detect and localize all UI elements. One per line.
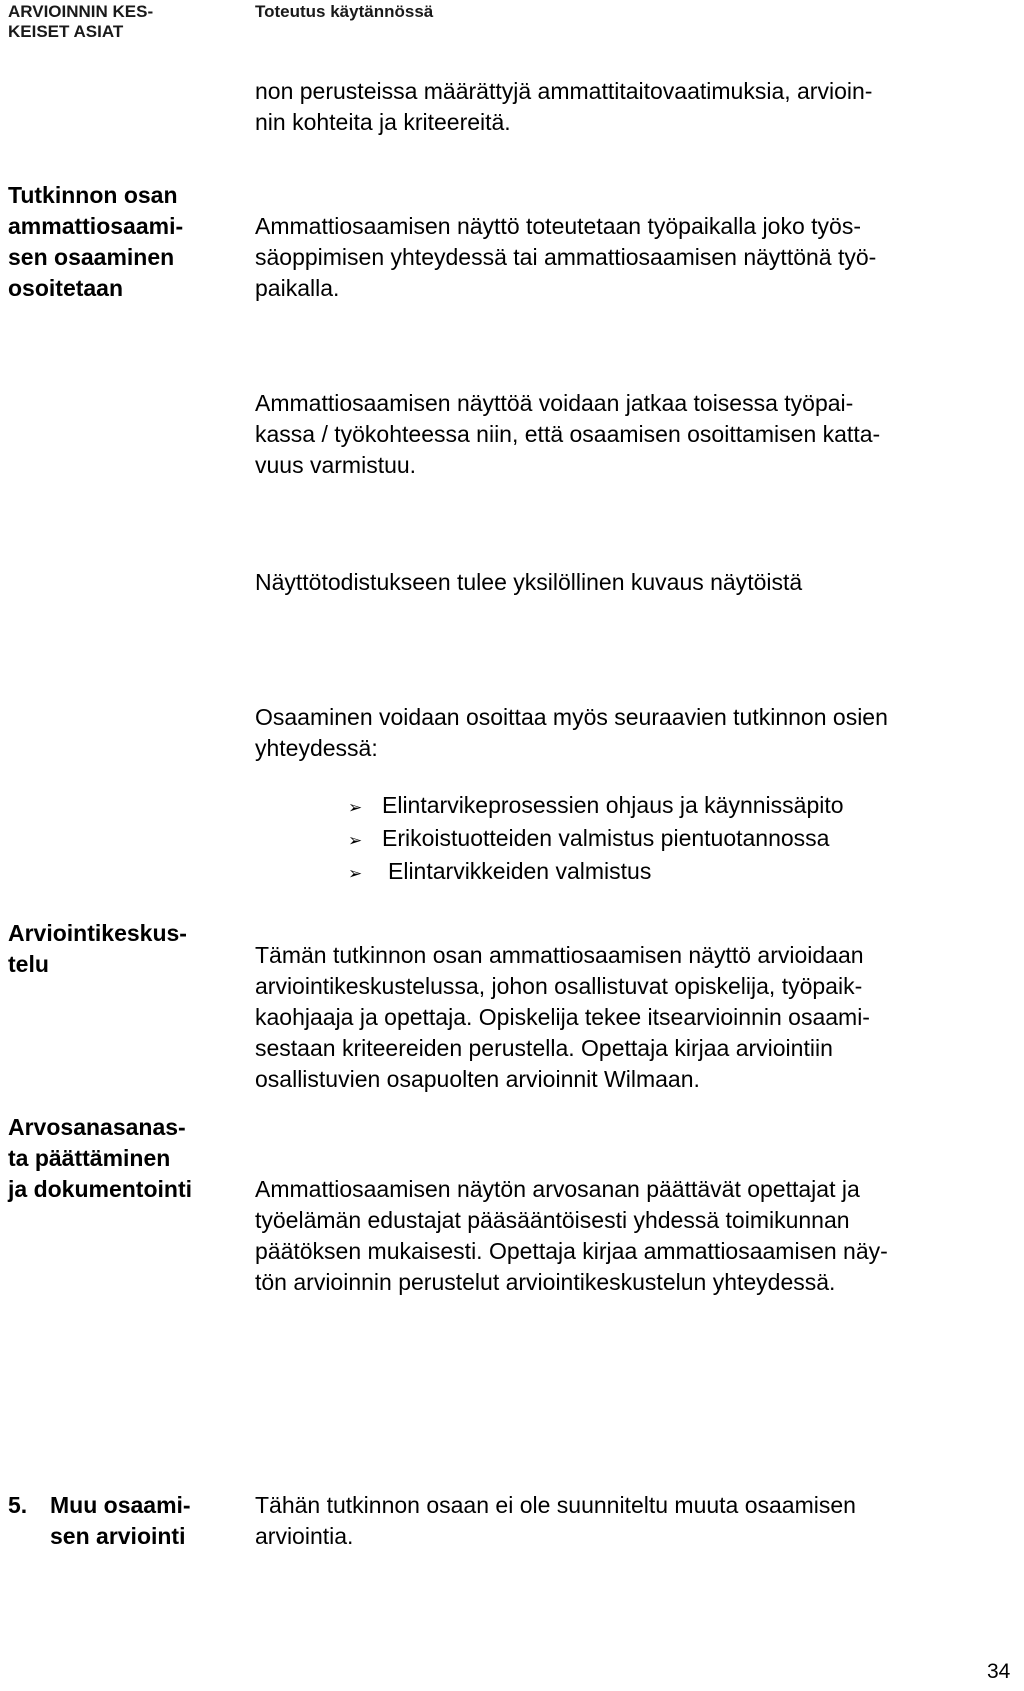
other-units-bullet-list <box>348 790 844 889</box>
text-line: kassa / työkohteessa niin, että osaamisen osoittamisen katta- <box>255 421 881 447</box>
list-item <box>348 790 844 823</box>
intro-line: non perusteissa määrättyjä ammattitaitovaatimuksia, arvioin- <box>255 78 873 104</box>
other-assessment-text <box>255 1490 856 1552</box>
header-right-column-title <box>255 2 433 22</box>
text-line: säoppimisen yhteydessä tai ammattiosaamisen näyttönä työ- <box>255 244 877 270</box>
label-line: sen osaaminen <box>8 244 175 270</box>
label-line: Arviointikeskus- <box>8 920 187 946</box>
arrow-bullet-icon: ➢ <box>348 798 363 817</box>
text-line: osallistuvien osapuolten arvioinnit Wilmaan. <box>255 1066 700 1092</box>
text-line: päätöksen mukaisesti. Opettaja kirjaa ammattiosaamisen näy- <box>255 1238 888 1264</box>
label-line: osoitetaan <box>8 275 124 301</box>
page-number: 34 <box>987 1660 1011 1683</box>
intro-text-block <box>255 76 872 138</box>
text-line: Ammattiosaamisen näyttöä voidaan jatkaa toisessa työpai- <box>255 390 854 416</box>
text-line: yhteydessä: <box>255 735 378 761</box>
label-line: telu <box>8 951 49 977</box>
text-line: vuus varmistuu. <box>255 452 417 478</box>
text-line: kaohjaaja ja opettaja. Opiskelija tekee itsearvioinnin osaami- <box>255 1004 870 1030</box>
text-line: Tämän tutkinnon osan ammattiosaamisen näyttö arvioidaan <box>255 942 864 968</box>
header-left-line: ARVIOINNIN KES- <box>8 2 154 21</box>
list-item <box>348 823 844 856</box>
label-line: Tutkinnon osan <box>8 182 178 208</box>
demonstration-text <box>255 211 876 304</box>
label-line: sen arviointi <box>50 1523 186 1549</box>
demonstration-label <box>8 180 183 304</box>
other-assessment-label <box>8 1490 191 1552</box>
text-line: Ammattiosaamisen näyttö toteutetaan työpaikalla joko työs- <box>255 213 861 239</box>
label-line: Arvosanasanas- <box>8 1114 186 1140</box>
text-line: Ammattiosaamisen näytön arvosanan päättävät opettajat ja <box>255 1176 860 1202</box>
list-item-text: Erikoistuotteiden valmistus pientuotannossa <box>382 825 830 851</box>
label-line <box>8 1490 191 1521</box>
continuation-text <box>255 388 880 481</box>
header-left-line: KEISET ASIAT <box>8 22 124 41</box>
grading-label <box>8 1112 192 1205</box>
assessment-discussion-text <box>255 940 870 1095</box>
text-line: arviointia. <box>255 1523 354 1549</box>
text-line: sestaan kriteereiden perustella. Opettaja kirjaa arviointiin <box>255 1035 833 1061</box>
other-units-text <box>255 702 888 764</box>
text-line: paikalla. <box>255 275 340 301</box>
text-line: Osaaminen voidaan osoittaa myös seuraavien tutkinnon osien <box>255 704 888 730</box>
list-item-text: Elintarvikkeiden valmistus <box>388 858 652 884</box>
assessment-discussion-label <box>8 918 187 980</box>
arrow-bullet-icon: ➢ <box>348 831 363 850</box>
text-line: tön arvioinnin perustelut arviointikeskustelun yhteydessä. <box>255 1269 836 1295</box>
text-line: työelämän edustajat pääsääntöisesti yhdessä toimikunnan <box>255 1207 850 1233</box>
label-line: ja dokumentointi <box>8 1176 192 1202</box>
text-line: arviointikeskustelussa, johon osallistuvat opiskelija, työpaik- <box>255 973 863 999</box>
list-item-text: Elintarvikeprosessien ohjaus ja käynnissäpito <box>382 792 844 818</box>
label-line: ammattiosaami- <box>8 213 184 239</box>
intro-line: nin kohteita ja kriteereitä. <box>255 109 511 135</box>
section-number: 5. <box>8 1492 28 1518</box>
label-text: Muu osaami- <box>50 1492 191 1518</box>
text-line: Näyttötodistukseen tulee yksilöllinen kuvaus näytöistä <box>255 569 803 595</box>
certificate-text <box>255 567 802 598</box>
list-item <box>348 856 844 889</box>
header-right-text: Toteutus käytännössä <box>255 2 434 21</box>
grading-text <box>255 1174 888 1298</box>
text-line: Tähän tutkinnon osaan ei ole suunniteltu muuta osaamisen <box>255 1492 856 1518</box>
header-left-column-title <box>8 2 153 42</box>
arrow-bullet-icon: ➢ <box>348 864 363 883</box>
label-line: ta päättäminen <box>8 1145 171 1171</box>
